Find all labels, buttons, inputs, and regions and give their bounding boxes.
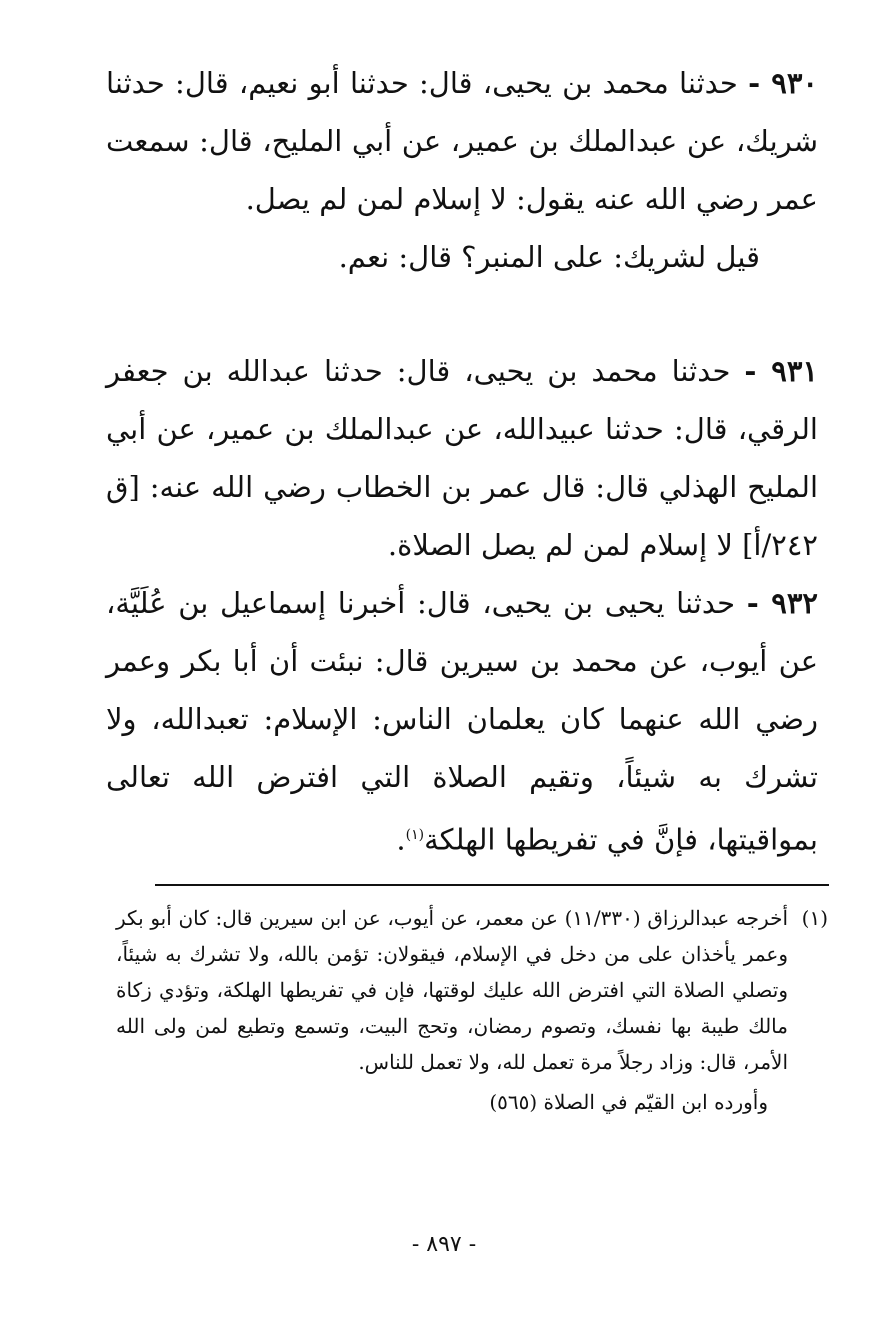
- footnote-item: [116, 900, 828, 1080]
- footnotes: [116, 900, 828, 1120]
- hadith-text: حدثنا محمد بن يحيى، قال: حدثنا أبو نعيم، قال: حدثنا شريك، عن عبدالملك بن عمير، عن أبي المليح، قال: سمعت عمر رضي الله عنه يقول: لا إسلام لمن لم يصل.: [106, 66, 818, 216]
- footnote-divider: [155, 884, 829, 886]
- hadith-note: قيل لشريك: على المنبر؟ قال: نعم.: [338, 240, 760, 274]
- hadith-number: ٩٣٢ -: [746, 586, 819, 620]
- hadith-931: [106, 342, 818, 574]
- footnote-extra: وأورده ابن القيّم في الصلاة (٥٦٥): [489, 1090, 768, 1114]
- hadith-text: حدثنا يحيى بن يحيى، قال: أخبرنا إسماعيل بن عُلَيَّة، عن أيوب، عن محمد بن سيرين قال: نبئت أن أبا بكر وعمر رضي الله عنهما كان يعلمان الناس: الإسلام: تعبدالله، ولا تشرك به شيئاً، وتقيم الصلاة التي افترض الله تعالى بمواقيتها، فإنَّ في تفريطها الهلكة: [106, 586, 818, 857]
- hadith-930: [106, 54, 818, 286]
- page-number: - ٨٩٧ -: [411, 1232, 477, 1257]
- hadith-number: ٩٣١ -: [744, 354, 818, 388]
- footnote-mark: (١): [801, 906, 828, 930]
- hadith-number: ٩٣٠ -: [748, 66, 819, 100]
- footnote-text: أخرجه عبدالرزاق (١١/٣٣٠) عن معمر، عن أيوب، عن ابن سيرين قال: كان أبو بكر وعمر يأخذان على من دخل في الإسلام، فيقولان: تؤمن بالله، ولا تشرك به شيئاً، وتصلي الصلاة التي افترض الله عليك لوقتها، فإن في تفريطها الهلكة، وتؤدي زكاة مالك طيبة بها نفسك، وتصوم رمضان، وتحج البيت، وتسمع وتطيع لمن ولى الله الأمر، قال: وزاد رجلاً مرة تعمل لله، ولا تعمل للناس.: [116, 906, 789, 1074]
- hadith-932: [106, 574, 818, 869]
- hadith-text: حدثنا محمد بن يحيى، قال: حدثنا عبدالله بن جعفر الرقي، قال: حدثنا عبيدالله، عن عبدالملك بن عمير، عن أبي المليح الهذلي قال: قال عمر بن الخطاب رضي الله عنه: [ق ٢٤٢/أ] لا إسلام لمن لم يصل الصلاة.: [106, 354, 818, 562]
- hadith-end: .: [396, 822, 406, 857]
- footnote-reference[interactable]: (١): [405, 827, 425, 843]
